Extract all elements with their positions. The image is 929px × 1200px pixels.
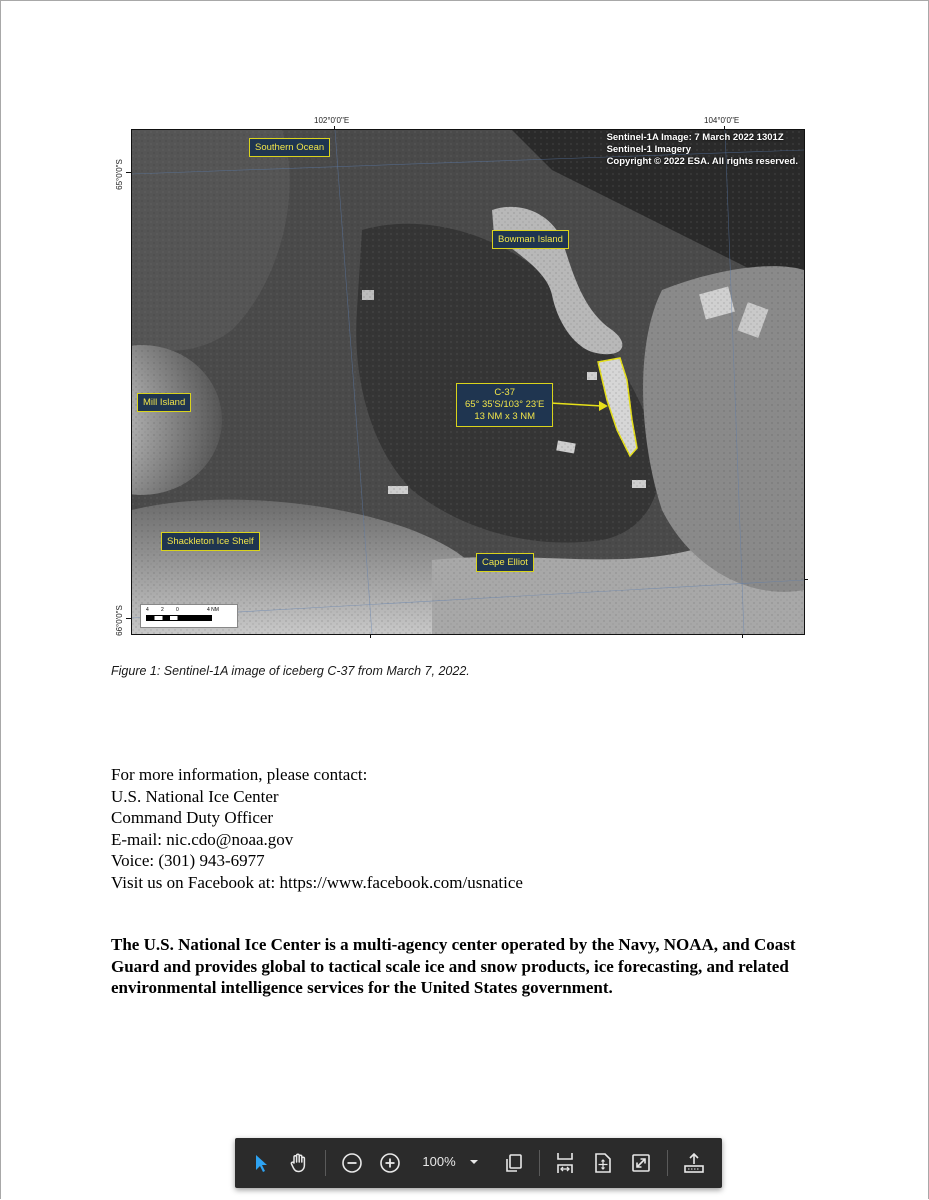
contact-email: E-mail: nic.cdo@noaa.gov <box>111 829 294 849</box>
contact-org: U.S. National Ice Center <box>111 786 279 806</box>
map-figure <box>110 112 810 642</box>
credit-line: Sentinel-1A Image: 7 March 2022 1301Z <box>606 132 784 143</box>
latitude-label-south: 66°0'0"S <box>114 605 124 636</box>
label-southern-ocean: Southern Ocean <box>249 138 330 157</box>
credit-line: Copyright © 2022 ESA. All rights reserved. <box>606 156 798 167</box>
zoom-out-icon[interactable] <box>336 1147 368 1179</box>
scale-bar <box>140 604 238 628</box>
contact-role: Command Duty Officer <box>111 808 274 828</box>
figure-caption: Figure 1: Sentinel-1A image of iceberg C-37 from March 7, 2022. <box>111 664 470 678</box>
label-c37 <box>456 383 553 427</box>
contact-intro: For more information, please contact: <box>111 765 368 784</box>
longitude-label-east: 104°0'0"E <box>704 116 740 125</box>
label-shackleton-ice-shelf: Shackleton Ice Shelf <box>161 532 260 551</box>
zoom-dropdown-icon[interactable] <box>467 1155 481 1169</box>
select-pointer-icon[interactable] <box>245 1147 277 1179</box>
label-mill-island: Mill Island <box>137 393 191 412</box>
scale-tick: 2 <box>161 607 164 613</box>
c37-name: C-37 <box>494 387 515 398</box>
c37-size: 13 NM x 3 NM <box>474 411 536 422</box>
scale-tick: 0 <box>176 607 179 613</box>
label-cape-elliot: Cape Elliot <box>476 553 534 572</box>
zoom-in-icon[interactable] <box>374 1147 406 1179</box>
fullscreen-icon[interactable] <box>625 1147 657 1179</box>
contact-block <box>111 764 523 894</box>
toolbar-separator <box>539 1150 540 1176</box>
sar-terrain <box>132 130 804 634</box>
fit-width-icon[interactable] <box>549 1147 581 1179</box>
scale-bar-graphic <box>146 615 212 621</box>
credit-line: Sentinel-1 Imagery <box>606 144 692 155</box>
scale-tick: 4 <box>146 607 149 613</box>
contact-voice: Voice: (301) 943-6977 <box>111 851 265 871</box>
longitude-label-west: 102°0'0"E <box>314 116 350 125</box>
latitude-label-north: 65°0'0"S <box>114 159 124 190</box>
hand-pan-icon[interactable] <box>283 1147 315 1179</box>
satellite-image <box>131 129 805 635</box>
viewer-toolbar <box>235 1138 722 1188</box>
toolbar-separator <box>667 1150 668 1176</box>
page-view-icon[interactable] <box>498 1147 530 1179</box>
fit-page-icon[interactable] <box>587 1147 619 1179</box>
c37-position: 65° 35'S/103° 23'E <box>465 399 545 410</box>
label-bowman-island: Bowman Island <box>492 230 569 249</box>
export-icon[interactable] <box>678 1147 710 1179</box>
image-credit <box>607 132 798 168</box>
contact-facebook: Visit us on Facebook at: https://www.facebook.com/usnatice <box>111 872 523 892</box>
agency-statement: The U.S. National Ice Center is a multi-agency center operated by the Navy, NOAA, and Coast Guard and provides global to tactical scale ice and snow products, ice forecasting, and related environmental intelligence services for the United States government. <box>111 935 796 998</box>
scale-tick: 4 NM <box>207 607 219 613</box>
toolbar-separator <box>325 1150 326 1176</box>
zoom-level[interactable]: 100% <box>422 1154 456 1169</box>
